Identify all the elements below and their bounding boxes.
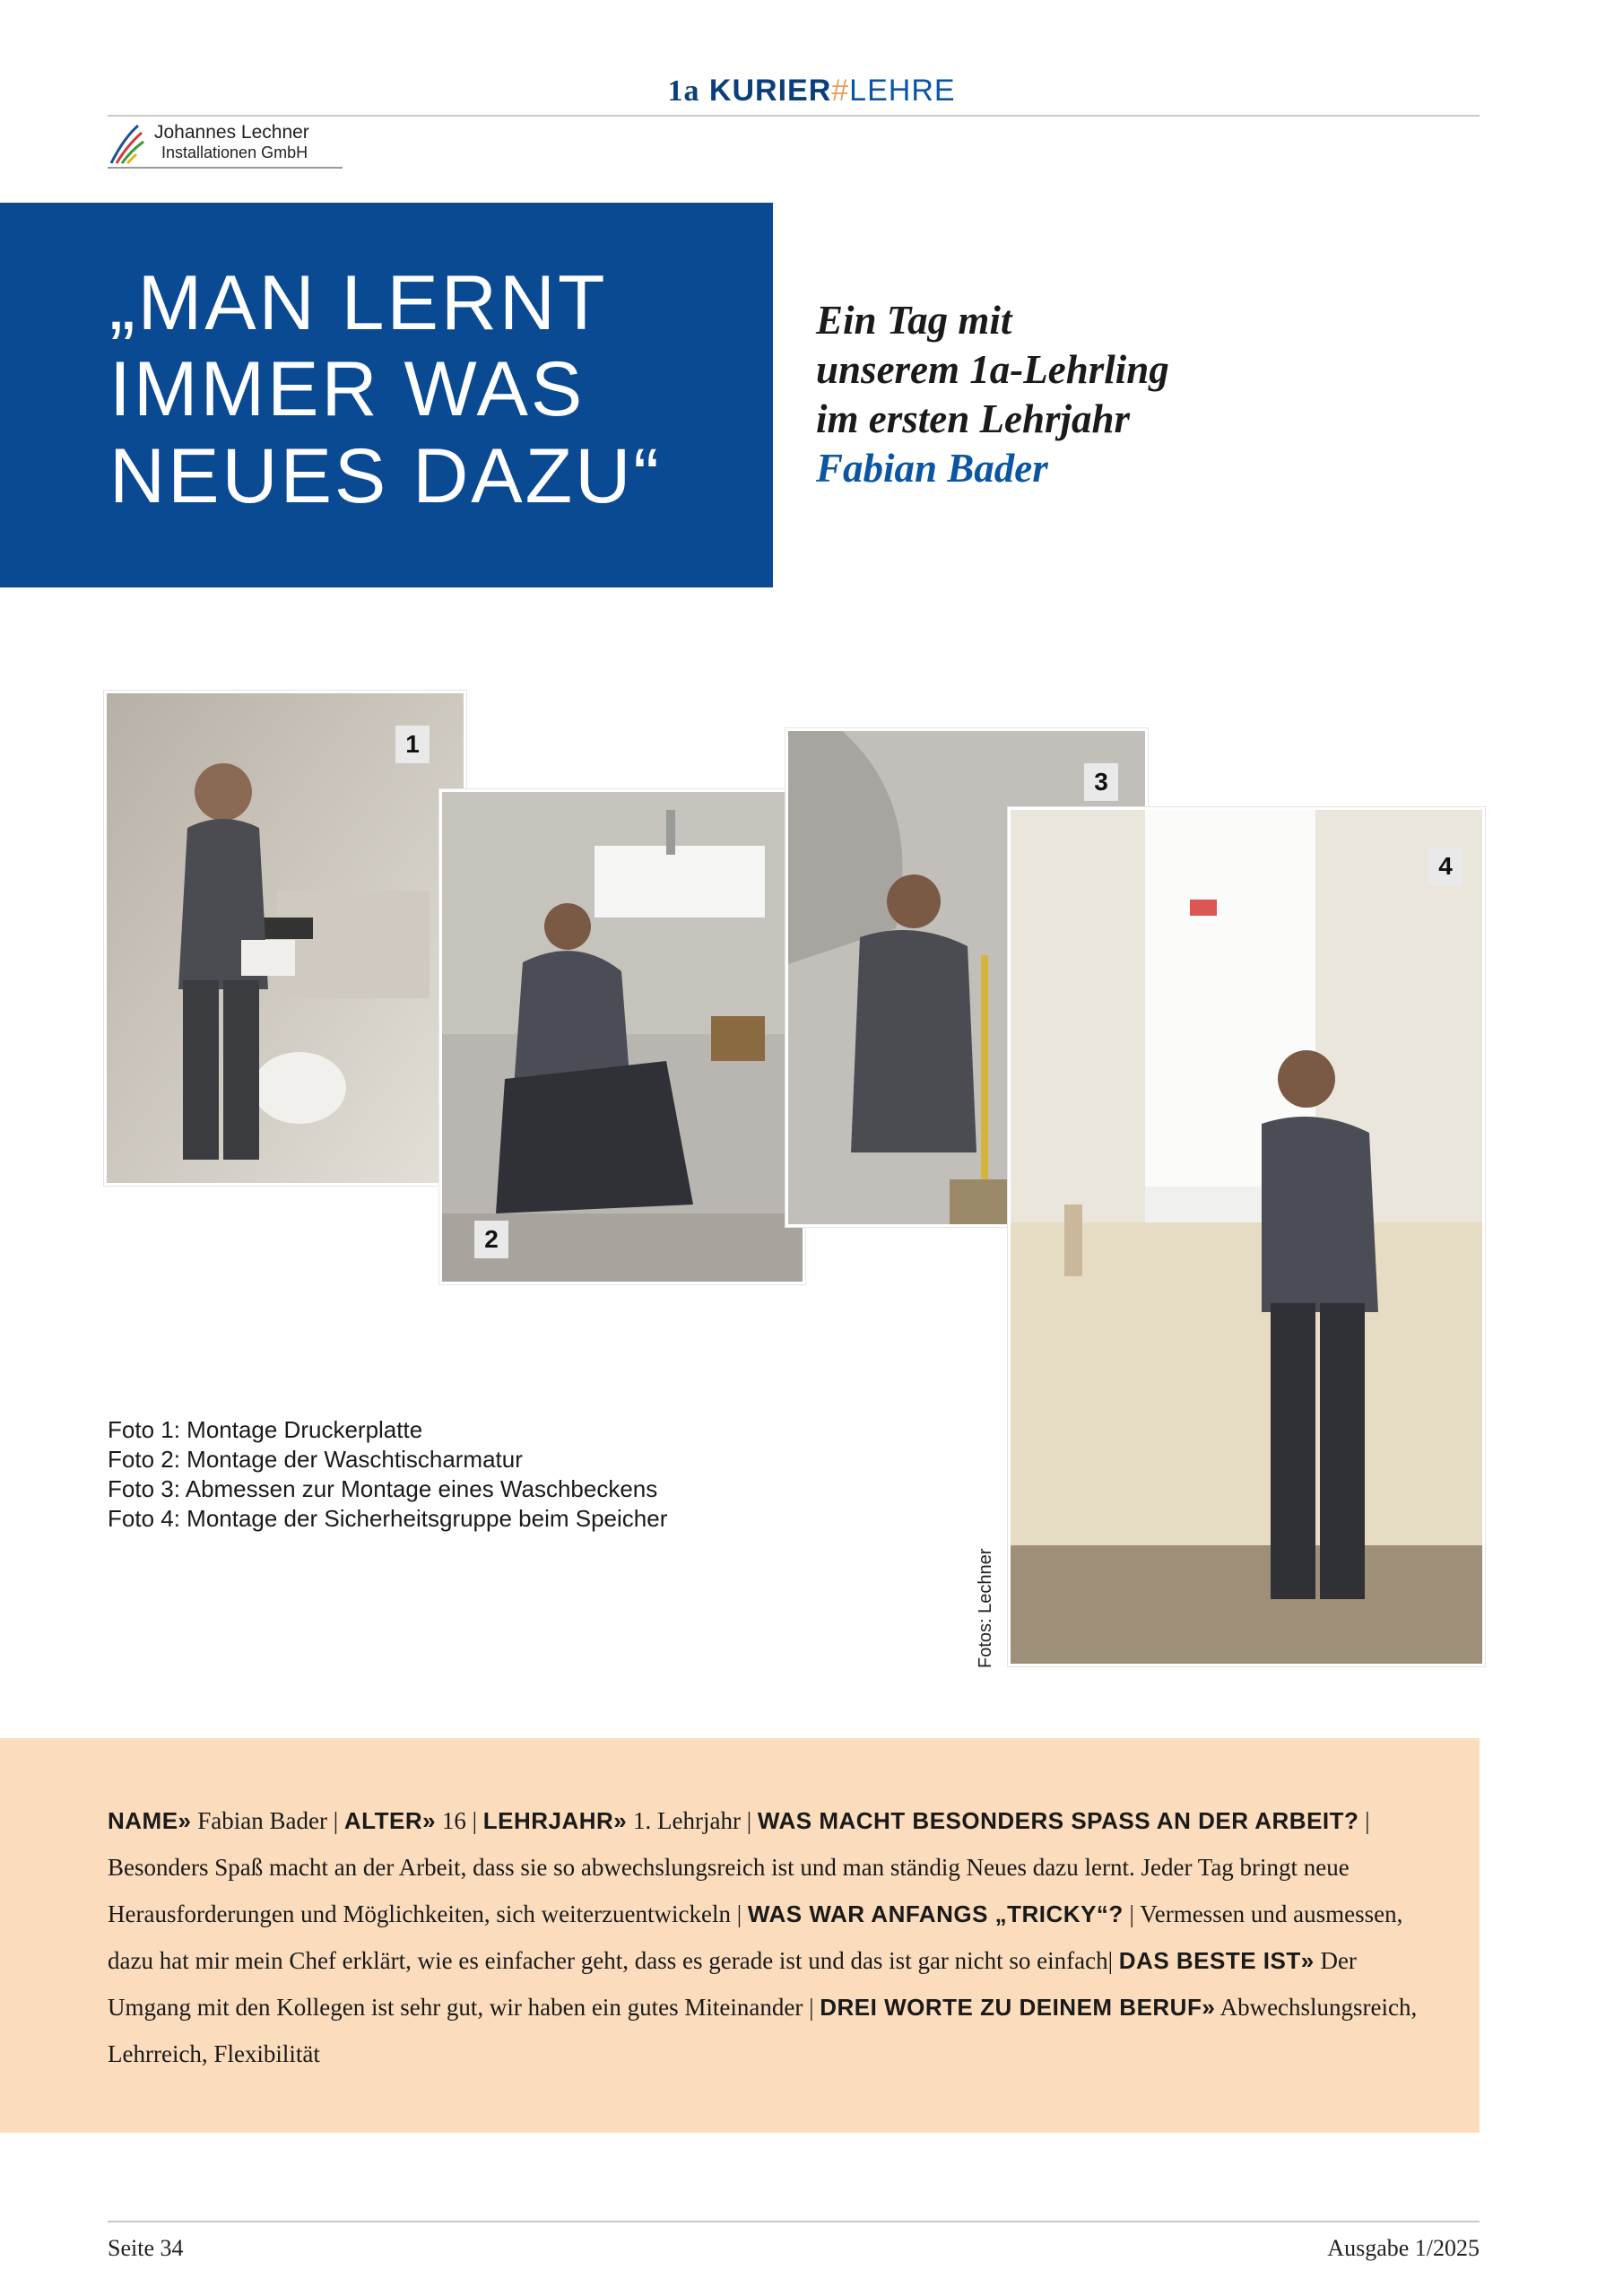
year-label: LEHRJAHR»	[482, 1807, 628, 1834]
masthead-lehre: LEHRE	[849, 74, 956, 108]
subtitle-line-2: unserem 1a-Lehrling	[816, 346, 1169, 392]
age-label: ALTER»	[343, 1807, 437, 1834]
photo-4-number: 4	[1428, 848, 1462, 885]
age-value: 16 |	[441, 1807, 477, 1834]
title-line-2: IMMER WAS	[109, 346, 586, 433]
photo-1	[104, 691, 466, 1186]
caption-4: Foto 4: Montage der Sicherheitsgruppe beim Speicher	[108, 1505, 668, 1532]
name-label: NAME»	[108, 1807, 192, 1834]
words-label: DREI WORTE ZU DEINEM BERUF»	[820, 1994, 1216, 2021]
caption-2: Foto 2: Montage der Waschtischarmatur	[108, 1446, 523, 1473]
fun-label: WAS MACHT BESONDERS SPASS AN DER ARBEIT?	[757, 1807, 1359, 1834]
page-title	[109, 260, 755, 519]
photo-credit: Fotos: Lechner	[976, 1548, 995, 1668]
year-value: 1. Lehrjahr |	[633, 1807, 752, 1834]
photo-2-number: 2	[474, 1221, 508, 1258]
masthead-hash: #	[831, 74, 850, 108]
name-value: Fabian Bader |	[197, 1807, 339, 1834]
caption-3: Foto 3: Abmessen zur Montage eines Waschbeckens	[108, 1475, 658, 1502]
profile-text	[108, 1797, 1426, 2077]
photo-1-number: 1	[395, 726, 430, 763]
title-line-1: „MAN LERNT	[109, 260, 608, 346]
best-value: Der Umgang mit den Kollegen ist sehr gut, wir haben ein gutes Miteinander |	[108, 1947, 1357, 2021]
photo-3-number: 3	[1084, 763, 1118, 801]
photo-1-image	[107, 693, 464, 1183]
company-logo-mark-icon	[108, 120, 161, 167]
caption-1: Foto 1: Montage Druckerplatte	[108, 1416, 423, 1443]
header-divider	[108, 115, 1480, 117]
issue-number: Ausgabe 1/2025	[1327, 2235, 1480, 2261]
photo-4	[1008, 807, 1485, 1666]
fun-value: | Besonders Spaß macht an der Arbeit, dass sie so abwechslungsreich ist und man ständig Neues dazu lernt. Jeder Tag bringt neue Herausforderungen und Möglichkeiten, sich weiterzuentwickeln |	[108, 1807, 1370, 1927]
words-value: Abwechslungsreich, Lehrreich, Flexibilität	[108, 1994, 1418, 2067]
page-number: Seite 34	[108, 2235, 184, 2261]
subtitle-line-1: Ein Tag mit	[816, 298, 1012, 343]
company-logo	[108, 120, 341, 170]
photo-2-image	[442, 792, 803, 1282]
company-name-line1: Johannes Lechner	[154, 122, 309, 143]
photo-4-image	[1011, 810, 1482, 1664]
subtitle	[816, 296, 1372, 493]
tricky-label: WAS WAR ANFANGS „TRICKY“?	[747, 1900, 1124, 1927]
footer-divider	[108, 2221, 1480, 2222]
photo-captions	[108, 1415, 825, 1534]
photo-2	[439, 789, 805, 1284]
masthead-kurier: KURIER	[708, 74, 832, 108]
apprentice-name: Fabian Bader	[816, 445, 1048, 491]
best-label: DAS BESTE IST»	[1118, 1947, 1315, 1974]
masthead	[0, 74, 1623, 109]
tricky-value: | Vermessen und ausmessen, dazu hat mir mein Chef erklärt, wie es einfacher geht, dass es gerade ist und das ist gar nicht so einfach|	[108, 1900, 1403, 1974]
title-line-3: NEUES DAZU“	[109, 432, 662, 519]
masthead-1a: 1a	[667, 74, 700, 108]
company-logo-underline	[108, 167, 343, 169]
company-name-line2: Installationen GmbH	[161, 144, 308, 161]
subtitle-line-3: im ersten Lehrjahr	[816, 396, 1131, 441]
